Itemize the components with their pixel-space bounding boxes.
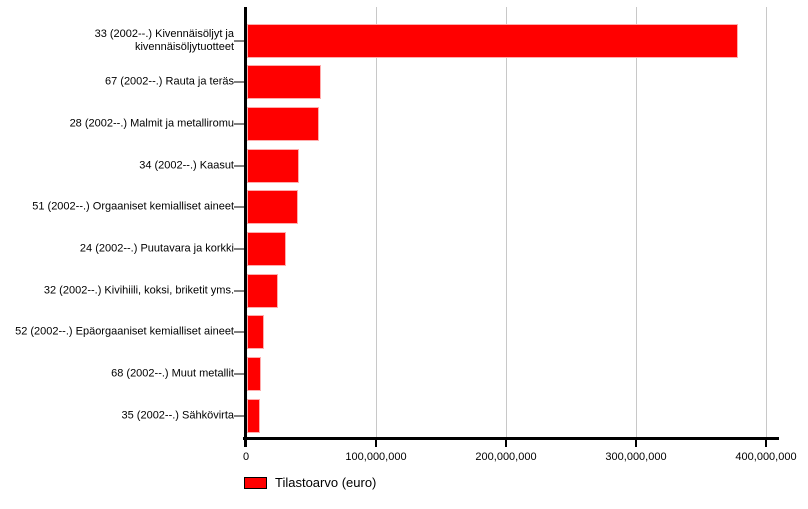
bar[interactable] <box>247 107 319 141</box>
bar[interactable] <box>247 190 298 224</box>
y-axis-tick <box>234 373 244 375</box>
y-axis-tick <box>234 40 244 42</box>
bar[interactable] <box>247 274 278 308</box>
x-axis-tick-label: 400,000,000 <box>735 451 797 463</box>
category-label: 28 (2002--.) Malmit ja metalliromu <box>69 117 234 130</box>
bar[interactable] <box>247 65 321 99</box>
category-label: 68 (2002--.) Muut metallit <box>111 367 234 380</box>
category-label: 32 (2002--.) Kivihiili, koksi, briketit yms. <box>43 284 234 297</box>
category-label: 35 (2002--.) Sähkövirta <box>121 409 234 422</box>
bar[interactable] <box>247 232 286 266</box>
x-axis-tick-label: 100,000,000 <box>345 451 407 463</box>
x-axis <box>243 437 779 440</box>
x-axis-tick <box>635 440 637 447</box>
bar[interactable] <box>247 24 738 58</box>
y-axis-tick <box>234 81 244 83</box>
y-axis <box>244 7 247 447</box>
x-axis-tick <box>375 440 377 447</box>
legend[interactable] <box>244 475 376 490</box>
y-axis-tick <box>234 206 244 208</box>
y-axis-tick <box>234 165 244 167</box>
vertical-gridline <box>766 7 767 437</box>
bar[interactable] <box>247 149 299 183</box>
y-axis-tick <box>234 290 244 292</box>
category-label: 51 (2002--.) Orgaaniset kemialliset aineet <box>32 200 234 213</box>
vertical-gridline <box>376 7 377 437</box>
bar[interactable] <box>247 357 261 391</box>
y-axis-tick <box>234 415 244 417</box>
bar[interactable] <box>247 399 260 433</box>
vertical-gridline <box>506 7 507 437</box>
category-label: 52 (2002--.) Epäorgaaniset kemialliset aineet <box>15 325 234 338</box>
y-axis-tick <box>234 123 244 125</box>
legend-label: Tilastoarvo (euro) <box>275 475 377 490</box>
x-axis-tick-label: 0 <box>242 451 250 463</box>
y-axis-tick <box>234 248 244 250</box>
legend-swatch[interactable] <box>244 477 267 489</box>
bar[interactable] <box>247 315 264 349</box>
category-label: 34 (2002--.) Kaasut <box>139 159 234 171</box>
x-axis-tick <box>765 440 767 447</box>
category-label: 33 (2002--.) Kivennäisöljyt ja kivennäisöljytuotteet <box>94 27 234 53</box>
x-axis-tick <box>505 440 507 447</box>
y-axis-tick <box>234 331 244 333</box>
category-label: 67 (2002--.) Rauta ja teräs <box>104 75 234 88</box>
vertical-gridline <box>636 7 637 437</box>
x-axis-tick-label: 200,000,000 <box>475 451 537 463</box>
x-axis-tick-label: 300,000,000 <box>605 451 667 463</box>
category-label: 24 (2002--.) Puutavara ja korkki <box>79 242 234 255</box>
